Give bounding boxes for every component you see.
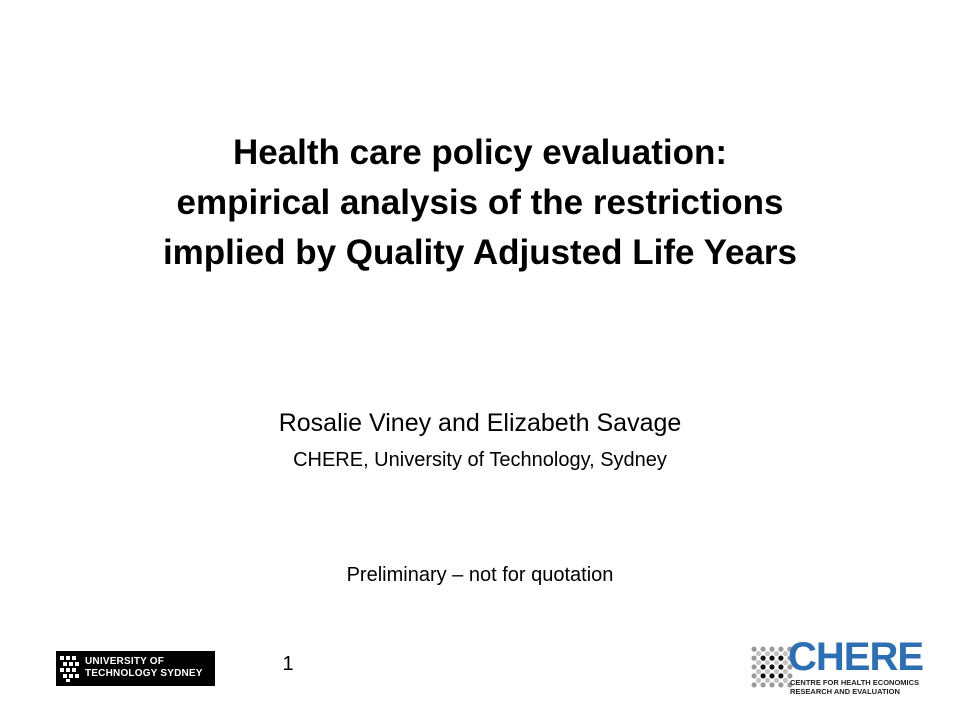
uts-crest-icon: [58, 653, 82, 684]
preliminary-note: Preliminary – not for quotation: [346, 564, 614, 586]
chere-sub-line-2: RESEARCH AND EVALUATION: [790, 687, 900, 696]
slide-number: 1: [282, 653, 294, 675]
affiliation: CHERE, University of Technology, Sydney: [293, 449, 667, 471]
chere-subtitle: [790, 678, 919, 696]
title-line-2: empirical analysis of the restrictions: [176, 183, 784, 222]
chere-sub-line-1: CENTRE FOR HEALTH ECONOMICS: [790, 678, 920, 687]
slide-title: [40, 128, 920, 278]
title-line-1: Health care policy evaluation:: [232, 133, 728, 172]
chere-wordmark: CHERE: [788, 635, 924, 679]
uts-logo: [56, 651, 215, 686]
uts-line-2: TECHNOLOGY SYDNEY: [85, 668, 203, 679]
authors: Rosalie Viney and Elizabeth Savage: [278, 409, 682, 437]
title-line-3: implied by Quality Adjusted Life Years: [162, 233, 798, 272]
uts-wordmark: [85, 656, 203, 680]
chere-logo: [744, 636, 940, 698]
uts-line-1: UNIVERSITY OF: [85, 656, 165, 667]
